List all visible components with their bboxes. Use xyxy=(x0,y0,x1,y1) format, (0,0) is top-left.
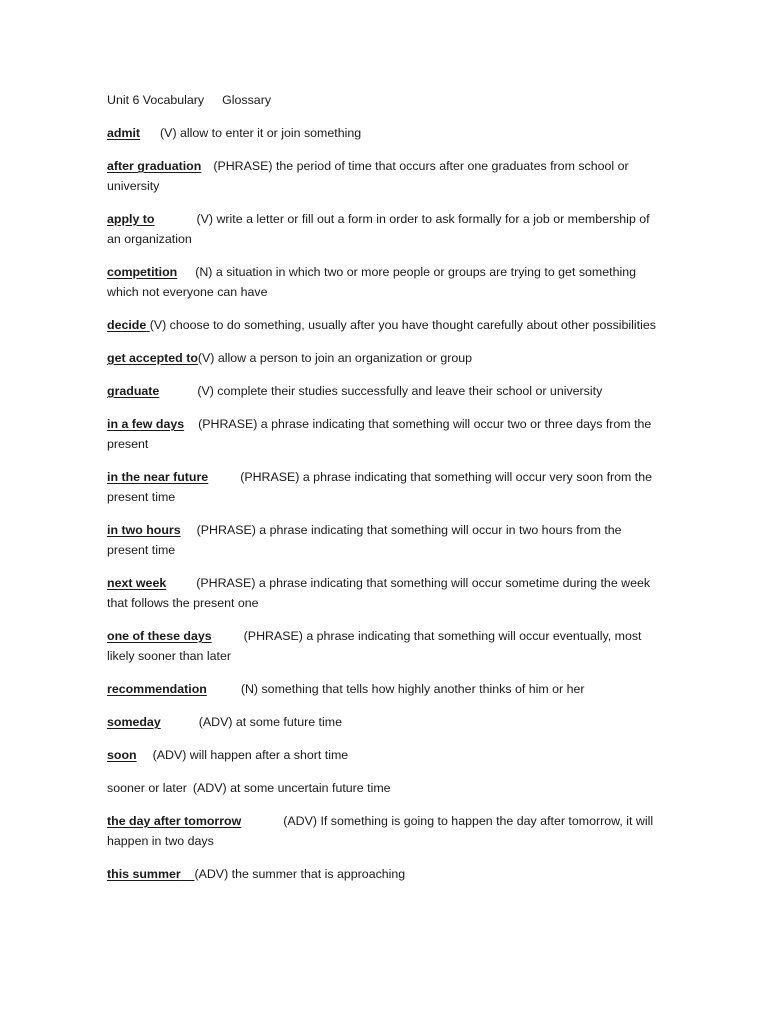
glossary-entry-in-a-few-days xyxy=(107,414,663,454)
entry-definition: (ADV) If something is going to happen the day after tomorrow, it will happen in two days xyxy=(107,814,654,848)
entry-definition: (ADV) at some future time xyxy=(198,715,342,729)
entry-definition: (PHRASE) a phrase indicating that something will occur very soon from the present time xyxy=(107,470,653,504)
glossary-entry-in-two-hours xyxy=(107,520,663,560)
entry-definition: (V) allow a person to join an organization or group xyxy=(197,351,473,365)
entry-definition: (PHRASE) a phrase indicating that something will occur eventually, most likely sooner than later xyxy=(107,629,642,663)
entry-term: get accepted to xyxy=(107,351,198,365)
glossary-label: Glossary xyxy=(222,93,272,107)
glossary-entry-next-week xyxy=(107,573,663,613)
entry-definition: (PHRASE) the period of time that occurs after one graduates from school or university xyxy=(107,159,629,193)
entry-term: sooner or later xyxy=(107,781,187,795)
entry-term: in a few days xyxy=(107,417,185,431)
entry-definition: (PHRASE) a phrase indicating that something will occur sometime during the week that follows the present one xyxy=(107,576,651,610)
entry-term: decide xyxy=(107,318,147,332)
entry-definition: (V) choose to do something, usually after you have thought carefully about other possibilities xyxy=(149,318,656,332)
entry-term: next week xyxy=(107,576,167,590)
glossary-entry-after-graduation xyxy=(107,156,663,196)
entry-term: competition xyxy=(107,265,178,279)
entry-definition: (N) something that tells how highly another thinks of him or her xyxy=(240,682,585,696)
glossary-entry-one-of-these-days xyxy=(107,626,663,666)
glossary-entry-this-summer xyxy=(107,864,663,884)
entry-term: the day after tomorrow xyxy=(107,814,242,828)
entry-definition: (N) a situation in which two or more people or groups are trying to get something which not everyone can have xyxy=(107,265,636,299)
glossary-entry-someday xyxy=(107,712,663,732)
glossary-entry-sooner-or-later xyxy=(107,778,663,798)
unit-title: Unit 6 Vocabulary xyxy=(107,93,205,107)
entry-term: this summer xyxy=(107,867,181,881)
entry-definition: (V) complete their studies successfully and leave their school or university xyxy=(197,384,603,398)
entry-definition: (V) write a letter or fill out a form in order to ask formally for a job or membership of an organization xyxy=(107,212,650,246)
glossary-entry-recommendation xyxy=(107,679,663,699)
glossary-entry-admit xyxy=(107,123,663,143)
glossary-entry-apply-to xyxy=(107,209,663,249)
entry-term: apply to xyxy=(107,212,155,226)
entry-definition: (ADV) the summer that is approaching xyxy=(194,867,406,881)
entry-term: admit xyxy=(107,126,141,140)
entry-term: in two hours xyxy=(107,523,181,537)
entry-term: in the near future xyxy=(107,470,209,484)
document-header xyxy=(107,90,663,110)
entry-term: someday xyxy=(107,715,161,729)
entry-definition: (PHRASE) a phrase indicating that something will occur in two hours from the present time xyxy=(107,523,622,557)
entry-term: after graduation xyxy=(107,159,202,173)
glossary-entry-graduate xyxy=(107,381,663,401)
glossary-entry-soon xyxy=(107,745,663,765)
glossary-entry-decide xyxy=(107,315,663,335)
glossary-entry-competition xyxy=(107,262,663,302)
entry-definition: (ADV) will happen after a short time xyxy=(152,748,349,762)
entry-term: one of these days xyxy=(107,629,212,643)
entry-definition: (ADV) at some uncertain future time xyxy=(192,781,391,795)
glossary-entry-get-accepted-to xyxy=(107,348,663,368)
entry-definition: (PHRASE) a phrase indicating that something will occur two or three days from the present xyxy=(107,417,652,451)
glossary-entry-the-day-after-tomorrow xyxy=(107,811,663,851)
glossary-entry-in-the-near-future xyxy=(107,467,663,507)
glossary-document xyxy=(107,90,663,897)
entry-term: graduate xyxy=(107,384,160,398)
entry-term: recommendation xyxy=(107,682,207,696)
entry-term: soon xyxy=(107,748,137,762)
entry-definition: (V) allow to enter it or join something xyxy=(160,126,362,140)
